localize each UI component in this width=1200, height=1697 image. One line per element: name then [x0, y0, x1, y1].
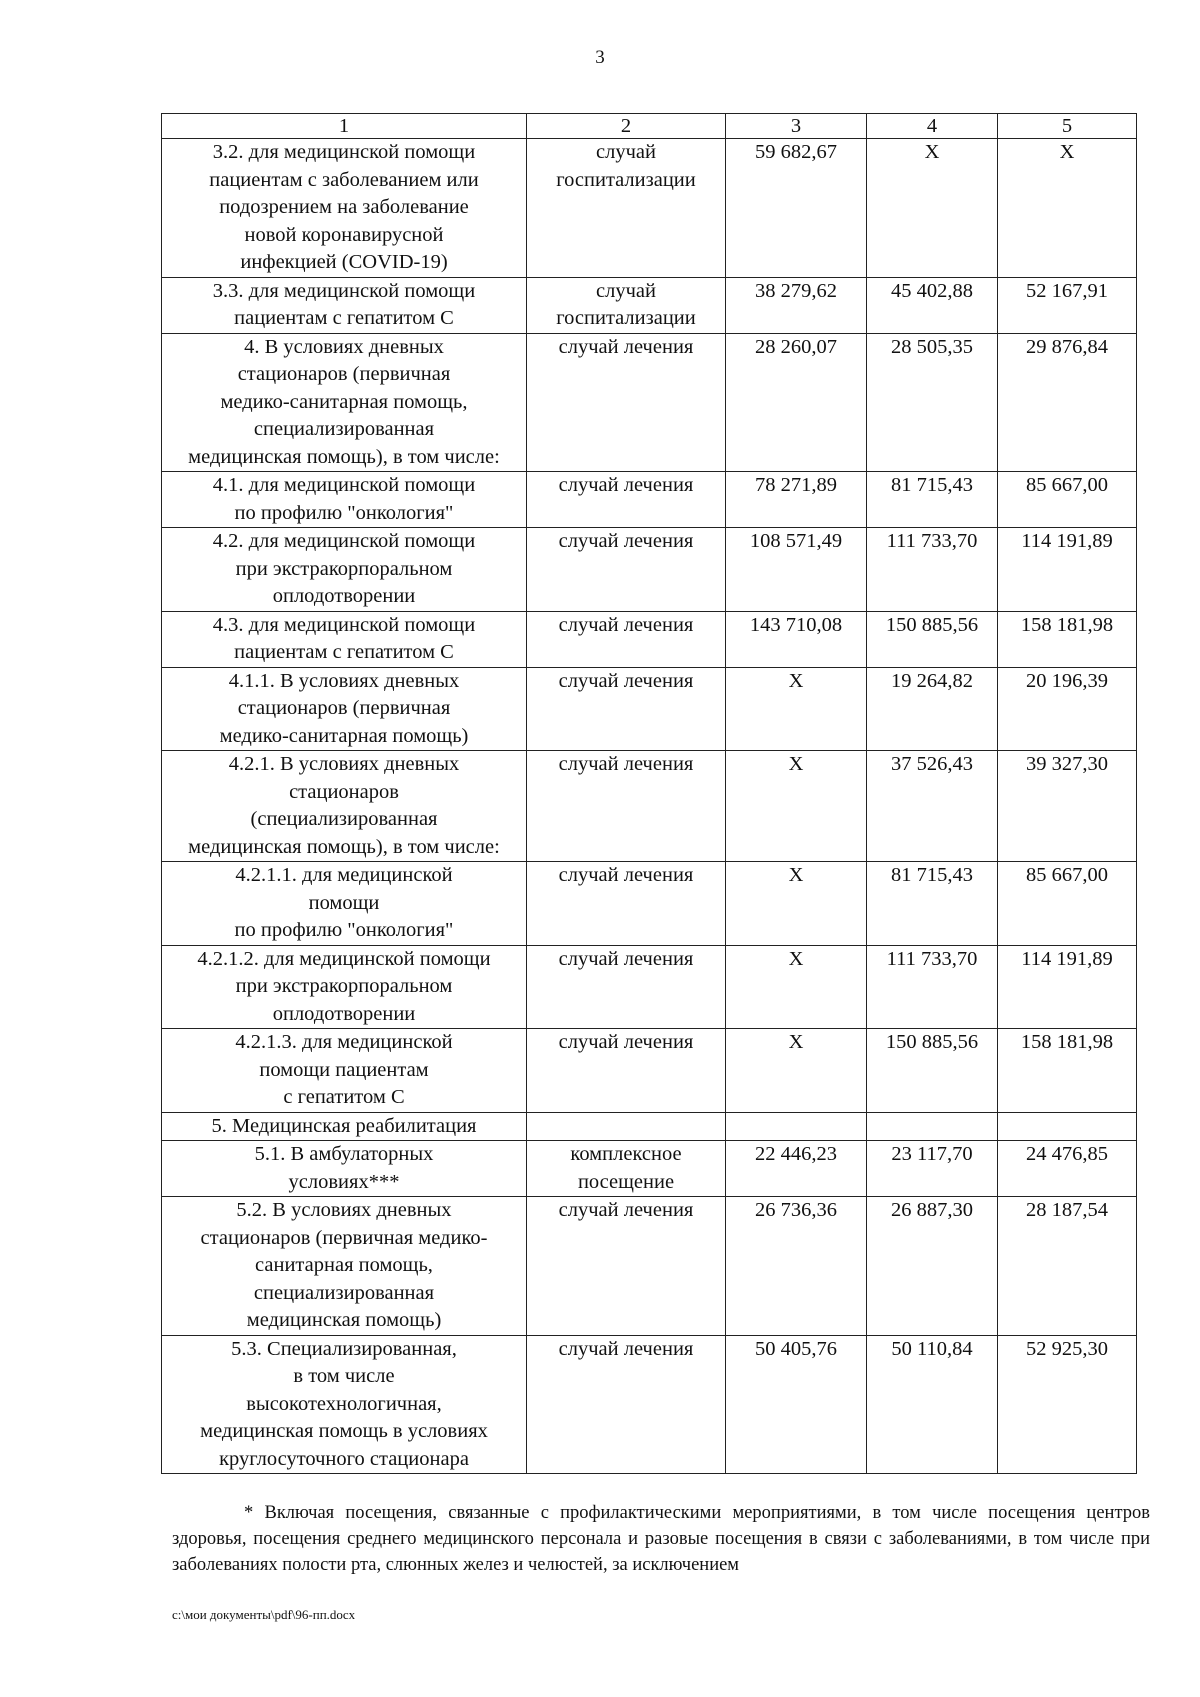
row-value [867, 1112, 998, 1141]
row-description: 4.2.1. В условиях дневных стационаров (специализированная медицинская помощь), в том числе: [162, 751, 527, 862]
row-value: 143 710,08 [726, 611, 867, 667]
row-value: Х [726, 751, 867, 862]
row-value: 111 733,70 [867, 528, 998, 612]
row-value: 23 117,70 [867, 1141, 998, 1197]
row-value: Х [867, 139, 998, 278]
table-row [162, 472, 1137, 528]
table-row [162, 1141, 1137, 1197]
row-description: 5. Медицинская реабилитация [162, 1112, 527, 1141]
row-value: 24 476,85 [998, 1141, 1137, 1197]
row-unit: случай лечения [527, 528, 726, 612]
row-unit: комплексное посещение [527, 1141, 726, 1197]
tariff-table [161, 113, 1137, 1474]
row-value: 20 196,39 [998, 667, 1137, 751]
row-value: 78 271,89 [726, 472, 867, 528]
row-value: 29 876,84 [998, 333, 1137, 472]
page-number: 3 [595, 47, 605, 68]
table-header-row [162, 114, 1137, 139]
column-header: 2 [527, 114, 726, 139]
row-value: Х [998, 139, 1137, 278]
row-unit: случай лечения [527, 862, 726, 946]
row-value: 19 264,82 [867, 667, 998, 751]
row-value: 150 885,56 [867, 611, 998, 667]
table-row [162, 139, 1137, 278]
table-row [162, 333, 1137, 472]
row-value: 28 505,35 [867, 333, 998, 472]
column-header: 4 [867, 114, 998, 139]
row-unit: случай лечения [527, 472, 726, 528]
row-value: Х [726, 667, 867, 751]
table-row [162, 1029, 1137, 1113]
row-value: 158 181,98 [998, 1029, 1137, 1113]
row-value: 50 110,84 [867, 1335, 998, 1474]
table-row [162, 862, 1137, 946]
row-value: 150 885,56 [867, 1029, 998, 1113]
row-value: 158 181,98 [998, 611, 1137, 667]
row-unit: случай лечения [527, 667, 726, 751]
row-value: Х [726, 862, 867, 946]
row-value: 52 167,91 [998, 277, 1137, 333]
row-unit: случай лечения [527, 945, 726, 1029]
row-description: 5.1. В амбулаторных условиях*** [162, 1141, 527, 1197]
row-value: 37 526,43 [867, 751, 998, 862]
table-row [162, 667, 1137, 751]
row-value: 85 667,00 [998, 472, 1137, 528]
row-value: 22 446,23 [726, 1141, 867, 1197]
row-value: 52 925,30 [998, 1335, 1137, 1474]
column-header: 5 [998, 114, 1137, 139]
row-unit: случай госпитализации [527, 139, 726, 278]
file-path-footer: c:\мои документы\pdf\96-пп.docx [172, 1607, 356, 1622]
row-description: 5.3. Специализированная, в том числе высокотехнологичная, медицинская помощь в условиях круглосуточного стационара [162, 1335, 527, 1474]
row-description: 3.3. для медицинской помощи пациентам с гепатитом С [162, 277, 527, 333]
row-value: 81 715,43 [867, 862, 998, 946]
row-value: 28 187,54 [998, 1197, 1137, 1336]
row-description: 4. В условиях дневных стационаров (первичная медико-санитарная помощь, специализированная медицинская помощь), в том числе: [162, 333, 527, 472]
table-row [162, 945, 1137, 1029]
row-value: 26 887,30 [867, 1197, 998, 1336]
row-unit: случай госпитализации [527, 277, 726, 333]
row-value: 108 571,49 [726, 528, 867, 612]
row-value: 39 327,30 [998, 751, 1137, 862]
row-value: 59 682,67 [726, 139, 867, 278]
row-description: 4.1.1. В условиях дневных стационаров (первичная медико-санитарная помощь) [162, 667, 527, 751]
row-value: 81 715,43 [867, 472, 998, 528]
row-value: 38 279,62 [726, 277, 867, 333]
row-unit [527, 1112, 726, 1141]
table-row [162, 1197, 1137, 1336]
row-description: 4.2.1.2. для медицинской помощи при экстракорпоральном оплодотворении [162, 945, 527, 1029]
table-row [162, 528, 1137, 612]
row-unit: случай лечения [527, 333, 726, 472]
table-row [162, 1112, 1137, 1141]
row-unit: случай лечения [527, 1335, 726, 1474]
row-unit: случай лечения [527, 611, 726, 667]
row-description: 4.2.1.1. для медицинской помощи по профилю "онкология" [162, 862, 527, 946]
row-value: Х [726, 1029, 867, 1113]
row-value [726, 1112, 867, 1141]
row-value: 26 736,36 [726, 1197, 867, 1336]
column-header: 1 [162, 114, 527, 139]
footnote: * Включая посещения, связанные с профилактическими мероприятиями, в том числе посещения центров здоровья, посещения среднего медицинского персонала и разовые посещения в связи с заболеваниями, в том числе при заболеваниях полости рта, слюнных желез и челюстей, за исключением [172, 1503, 1150, 1575]
row-value: 28 260,07 [726, 333, 867, 472]
row-unit: случай лечения [527, 1029, 726, 1113]
row-value: 85 667,00 [998, 862, 1137, 946]
row-unit: случай лечения [527, 751, 726, 862]
row-value: 50 405,76 [726, 1335, 867, 1474]
row-description: 3.2. для медицинской помощи пациентам с заболеванием или подозрением на заболевание новой коронавирусной инфекцией (COVID-19) [162, 139, 527, 278]
row-description: 4.2. для медицинской помощи при экстракорпоральном оплодотворении [162, 528, 527, 612]
table-row [162, 611, 1137, 667]
row-unit: случай лечения [527, 1197, 726, 1336]
row-value [998, 1112, 1137, 1141]
row-description: 5.2. В условиях дневных стационаров (первичная медико- санитарная помощь, специализированная медицинская помощь) [162, 1197, 527, 1336]
table-row [162, 1335, 1137, 1474]
row-description: 4.1. для медицинской помощи по профилю "онкология" [162, 472, 527, 528]
row-value: 114 191,89 [998, 528, 1137, 612]
row-value: 45 402,88 [867, 277, 998, 333]
row-value: 111 733,70 [867, 945, 998, 1029]
table-row [162, 277, 1137, 333]
table-row [162, 751, 1137, 862]
row-value: 114 191,89 [998, 945, 1137, 1029]
row-description: 4.3. для медицинской помощи пациентам с гепатитом С [162, 611, 527, 667]
row-value: Х [726, 945, 867, 1029]
column-header: 3 [726, 114, 867, 139]
row-description: 4.2.1.3. для медицинской помощи пациентам с гепатитом С [162, 1029, 527, 1113]
